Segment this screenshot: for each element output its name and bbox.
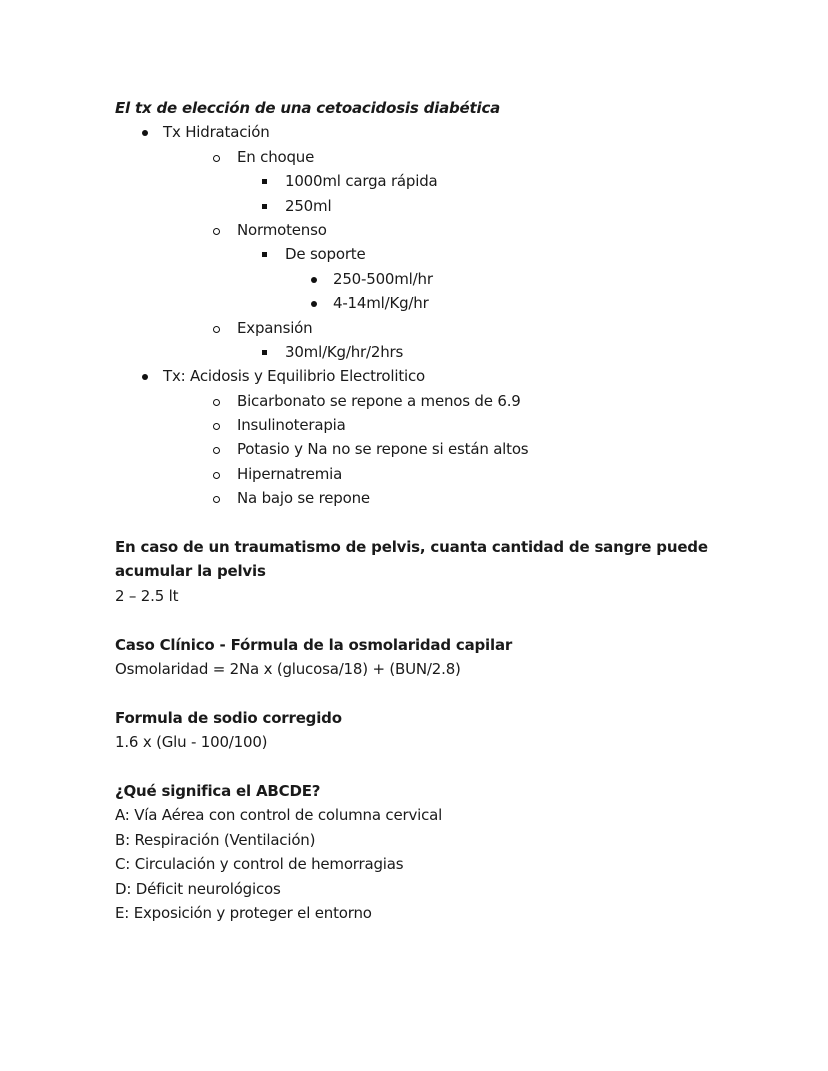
answer-line: D: Déficit neurológicos — [115, 879, 281, 898]
list-item: 30ml/Kg/hr/2hrs — [285, 342, 404, 361]
list-item: Tx Hidratación — [163, 123, 270, 142]
list-item: 1000ml carga rápida — [285, 172, 438, 191]
list-item: Expansión — [237, 318, 313, 337]
section-title: El tx de elección de una cetoacidosis diabética — [115, 99, 501, 117]
answer-text: 2 – 2.5 lt — [115, 586, 179, 605]
list-item: 250ml — [285, 196, 332, 215]
question-heading: Caso Clínico - Fórmula de la osmolaridad capilar — [115, 635, 513, 654]
answer-line: A: Vía Aérea con control de columna cervical — [115, 806, 443, 825]
list-item: Insulinoterapia — [237, 416, 346, 435]
question-heading: En caso de un traumatismo de pelvis, cuanta cantidad de sangre puede — [115, 538, 708, 557]
list-item: De soporte — [285, 245, 366, 264]
answer-text: Osmolaridad = 2Na x (glucosa/18) + (BUN/2.8) — [115, 659, 461, 678]
question-heading: ¿Qué significa el ABCDE? — [115, 781, 321, 800]
list-item: Na bajo se repone — [237, 489, 370, 508]
answer-text: 1.6 x (Glu - 100/100) — [115, 733, 268, 752]
list-item: Tx: Acidosis y Equilibrio Electrolitico — [163, 367, 426, 386]
answer-line: E: Exposición y proteger el entorno — [115, 903, 372, 922]
question-heading: Formula de sodio corregido — [115, 708, 342, 727]
list-item: Hipernatremia — [237, 464, 343, 483]
list-item: Bicarbonato se repone a menos de 6.9 — [237, 391, 521, 410]
list-item: 250-500ml/hr — [333, 269, 433, 288]
list-item: En choque — [237, 147, 315, 166]
list-item: Potasio y Na no se repone si están altos — [237, 440, 529, 459]
list-item: 4-14ml/Kg/hr — [333, 294, 429, 313]
answer-line: B: Respiración (Ventilación) — [115, 830, 316, 849]
list-item: Normotenso — [237, 220, 327, 239]
answer-line: C: Circulación y control de hemorragias — [115, 855, 404, 874]
question-heading: acumular la pelvis — [115, 562, 266, 581]
document — [115, 96, 755, 925]
